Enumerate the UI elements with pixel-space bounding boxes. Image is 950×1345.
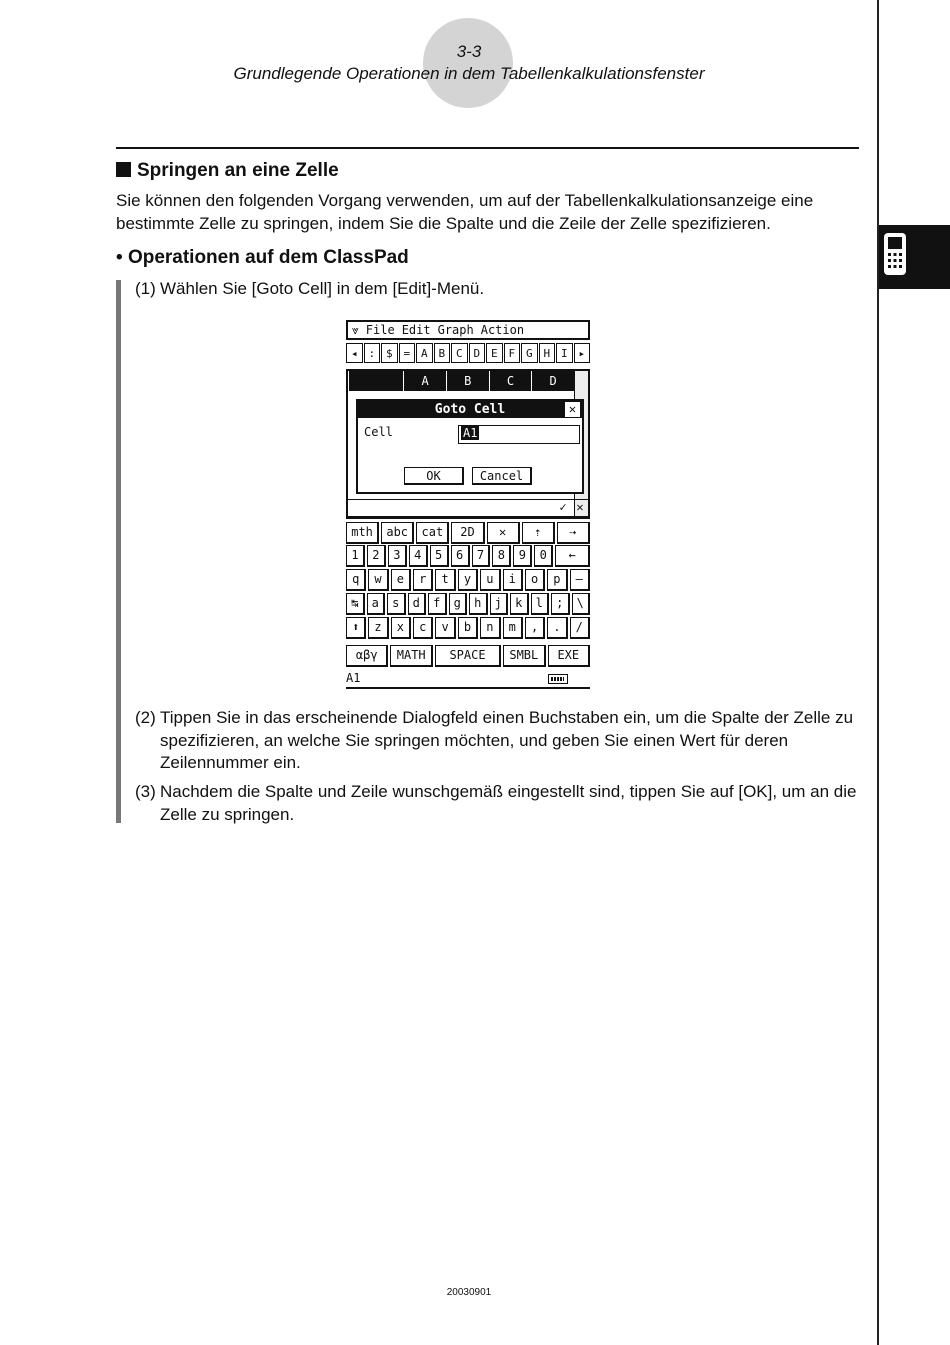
- status-bar: [346, 671, 590, 689]
- toolbar-button[interactable]: I: [556, 343, 573, 363]
- key[interactable]: /: [570, 617, 590, 639]
- keyboard-tabs: [346, 522, 590, 544]
- keyboard-row-3: [346, 593, 590, 615]
- key[interactable]: 5: [430, 545, 449, 567]
- key[interactable]: 3: [388, 545, 407, 567]
- classpad-screenshot: [344, 318, 592, 692]
- key[interactable]: m: [503, 617, 523, 639]
- kb-up-icon[interactable]: ⇡: [522, 522, 555, 544]
- key[interactable]: y: [458, 569, 478, 591]
- key[interactable]: 1: [346, 545, 365, 567]
- cell-input-value: A1: [463, 426, 478, 440]
- menu-icon[interactable]: ⩔: [352, 322, 359, 337]
- key[interactable]: ↹: [346, 593, 365, 615]
- goto-cell-dialog: [356, 399, 584, 494]
- key[interactable]: k: [510, 593, 529, 615]
- kb-tab-abc[interactable]: abc: [381, 522, 414, 544]
- toolbar-button[interactable]: ◂: [346, 343, 363, 363]
- square-bullet-icon: [116, 162, 131, 177]
- toolbar: [346, 343, 590, 363]
- dialog-title-bar: [358, 401, 582, 418]
- step-text: Nachdem die Spalte und Zeile wunschgemäß eingestellt sind, tippen Sie auf [OK], um an die Zelle zu springen.: [160, 782, 857, 824]
- toolbar-button[interactable]: F: [504, 343, 521, 363]
- exe-key[interactable]: EXE: [548, 645, 590, 667]
- column-header[interactable]: B: [446, 371, 489, 391]
- keyboard-row-2: [346, 569, 590, 591]
- toolbar-button[interactable]: H: [539, 343, 556, 363]
- math-key[interactable]: MATH: [390, 645, 432, 667]
- key[interactable]: x: [391, 617, 411, 639]
- chapter-title: Grundlegende Operationen in dem Tabellenkalkulationsfenster: [233, 64, 705, 83]
- menu-graph[interactable]: Graph: [437, 323, 474, 337]
- kb-tab-cat[interactable]: cat: [416, 522, 449, 544]
- step-number: (1): [135, 279, 156, 298]
- kb-clear-icon[interactable]: ✕: [487, 522, 520, 544]
- section-heading: [116, 160, 339, 182]
- smbl-key[interactable]: SMBL: [503, 645, 545, 667]
- toolbar-button[interactable]: :: [364, 343, 381, 363]
- column-header[interactable]: D: [531, 371, 574, 391]
- column-header-row: [348, 371, 574, 391]
- check-icon[interactable]: ✓: [559, 500, 567, 514]
- key[interactable]: q: [346, 569, 366, 591]
- key[interactable]: s: [387, 593, 406, 615]
- step-text: Wählen Sie [Goto Cell] in dem [Edit]-Menü.: [160, 279, 485, 298]
- keyboard-row-4: [346, 617, 590, 639]
- key[interactable]: l: [531, 593, 550, 615]
- battery-icon: [548, 674, 568, 684]
- greek-key[interactable]: αβγ: [346, 645, 388, 667]
- backspace-key[interactable]: ←: [555, 545, 590, 567]
- key[interactable]: f: [428, 593, 447, 615]
- toolbar-button[interactable]: ▸: [574, 343, 591, 363]
- toolbar-button[interactable]: =: [399, 343, 416, 363]
- toolbar-button[interactable]: B: [434, 343, 451, 363]
- menu-action[interactable]: Action: [480, 323, 525, 337]
- section-title: Springen an eine Zelle: [137, 160, 339, 181]
- ok-button[interactable]: OK: [404, 467, 464, 485]
- step-number: (3): [135, 782, 156, 801]
- key[interactable]: b: [458, 617, 478, 639]
- key[interactable]: e: [391, 569, 411, 591]
- edit-line[interactable]: [346, 499, 590, 517]
- column-header[interactable]: C: [489, 371, 532, 391]
- step-number: (2): [135, 708, 156, 727]
- cell-input[interactable]: [458, 425, 580, 444]
- key[interactable]: d: [408, 593, 427, 615]
- key[interactable]: \: [572, 593, 591, 615]
- key[interactable]: r: [413, 569, 433, 591]
- key[interactable]: c: [413, 617, 433, 639]
- spreadsheet-grid[interactable]: [346, 369, 590, 519]
- key[interactable]: o: [525, 569, 545, 591]
- corner-cell: [348, 371, 403, 391]
- procedure-bar: [116, 280, 121, 823]
- toolbar-button[interactable]: E: [486, 343, 503, 363]
- key[interactable]: a: [367, 593, 386, 615]
- page-number: 3-3: [456, 42, 482, 61]
- key[interactable]: –: [570, 569, 590, 591]
- key[interactable]: ,: [525, 617, 545, 639]
- cell-label: Cell: [364, 425, 393, 439]
- subsection-heading: • Operationen auf dem ClassPad: [116, 247, 409, 268]
- keyboard-row-numbers: [346, 545, 590, 567]
- subsection-title: Operationen auf dem ClassPad: [127, 247, 409, 268]
- key[interactable]: u: [480, 569, 500, 591]
- cancel-x-icon[interactable]: ✕: [576, 500, 584, 514]
- kb-tab-mth[interactable]: mth: [346, 522, 379, 544]
- key[interactable]: g: [449, 593, 468, 615]
- key[interactable]: i: [503, 569, 523, 591]
- margin-rule: [877, 0, 879, 1345]
- toolbar-button[interactable]: D: [469, 343, 486, 363]
- column-header[interactable]: A: [403, 371, 446, 391]
- kb-tab-2d[interactable]: 2D: [451, 522, 484, 544]
- kb-right-icon[interactable]: ⇢: [557, 522, 590, 544]
- footer-code: 20030901: [446, 1287, 492, 1298]
- menu-bar: [346, 320, 590, 340]
- key[interactable]: ;: [551, 593, 570, 615]
- keyboard-row-5: [346, 645, 590, 667]
- page-number-circle: [423, 18, 513, 108]
- key[interactable]: .: [547, 617, 567, 639]
- status-cell: A1: [346, 671, 361, 685]
- key[interactable]: 8: [492, 545, 511, 567]
- calculator-tab-icon: [879, 225, 950, 289]
- key[interactable]: 9: [513, 545, 532, 567]
- key[interactable]: 7: [472, 545, 491, 567]
- key[interactable]: t: [435, 569, 455, 591]
- menu-edit[interactable]: Edit: [401, 323, 431, 337]
- toolbar-button[interactable]: $: [381, 343, 398, 363]
- key[interactable]: w: [368, 569, 388, 591]
- header-rule: [116, 147, 859, 149]
- close-icon[interactable]: ✕: [565, 402, 580, 417]
- space-key[interactable]: SPACE: [435, 645, 501, 667]
- menu-file[interactable]: File: [365, 323, 395, 337]
- toolbar-button[interactable]: A: [416, 343, 433, 363]
- step-text: Tippen Sie in das erscheinende Dialogfeld einen Buchstaben ein, um die Spalte der Zelle zu spezifizieren, an welche Sie springen möchten, und geben Sie einen Wert für deren Zeilennummer ein.: [160, 708, 854, 772]
- key[interactable]: 0: [534, 545, 553, 567]
- key[interactable]: n: [480, 617, 500, 639]
- cancel-button[interactable]: Cancel: [472, 467, 532, 485]
- key[interactable]: 2: [367, 545, 386, 567]
- key[interactable]: 4: [409, 545, 428, 567]
- dialog-title: Goto Cell: [434, 402, 506, 417]
- section-intro: Sie können den folgenden Vorgang verwenden, um auf der Tabellenkalkulationsanzeige eine bestimmte Zelle zu springen, indem Sie die Spalte und die Zeile der Zelle spezifizieren.: [116, 191, 814, 233]
- toolbar-button[interactable]: G: [521, 343, 538, 363]
- key[interactable]: v: [435, 617, 455, 639]
- key[interactable]: j: [490, 593, 509, 615]
- key[interactable]: h: [469, 593, 488, 615]
- shift-key[interactable]: ⬆: [346, 617, 366, 639]
- key[interactable]: 6: [451, 545, 470, 567]
- key[interactable]: z: [368, 617, 388, 639]
- toolbar-button[interactable]: C: [451, 343, 468, 363]
- key[interactable]: p: [547, 569, 567, 591]
